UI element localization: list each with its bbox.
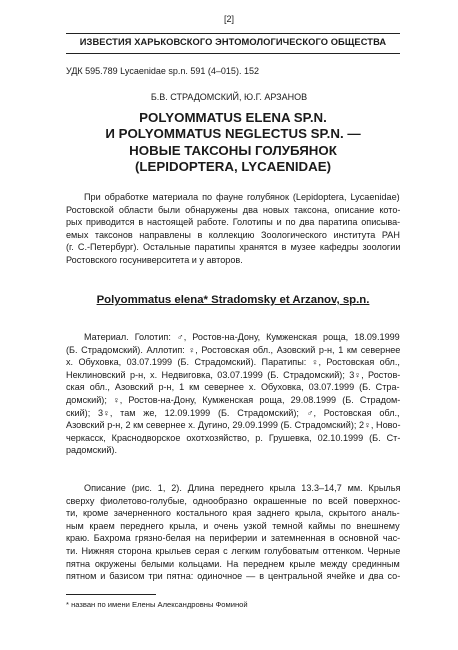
material-line: Неклиновский р-н, х. Недвиговка, 03.07.1999 (Б. Страдомский); 3♀, Ростов- [66,369,401,380]
header-rule-top [66,33,400,34]
description-line: пятном и базисом три пятна: одиночное — в центральной ячейке и два со- [66,571,401,582]
title-line: POLYOMMATUS ELENA SP.N. [139,110,327,125]
description-line: ти. Нижняя сторона крыльев серая с легким голубоватым оттенком. Черные [66,545,401,556]
abstract-line: Ростовской области были обнаружены два новых таксона, описание кото- [66,204,401,215]
udk-code: УДК 595.789 Lycaenidae sp.n. 591 (4–015). 152 [66,66,259,76]
material-line: Азовский р-н, 2 км севернее х. Дугино, 29.09.1999 (Б. Страдомский); 2♀, Ново- [66,420,401,431]
abstract-line: Ростовского госуниверситета и у авторов. [66,254,243,265]
section-title: Polyommatus elena* Stradomsky et Arzanov, sp.n. [96,294,370,306]
page-number: [2] [223,14,234,24]
title-line: И POLYOMMATUS NEGLECTUS SP.N. — [105,126,361,142]
description-line: сверху фиолетово-голубые, однообразно окрашенные по всей поверхнос- [66,495,401,506]
title-line: (LEPIDOPTERA, LYCAENIDAE) [134,158,332,174]
header-rule-bottom [66,53,400,54]
abstract-line: рых приводится в настоящей работе. Голотипы и по два паратипа описыва- [66,217,401,228]
journal-title: ИЗВЕСТИЯ ХАРЬКОВСКОГО ЭНТОМОЛОГИЧЕСКОГО ОБЩЕСТВА [79,37,387,47]
authors: Б.В. СТРАДОМСКИЙ, Ю.Г. АРЗАНОВ [150,92,308,102]
description-line: пятна окружены белыми кольцами. На переднем крыле между срединным [66,558,400,569]
material-line: х. Обуховка, 03.07.1999 (Б. Страдомский). Паратипы: ♀, Ростовская обл., [66,357,400,368]
material-paragraph [66,331,400,457]
abstract [66,191,400,267]
description-paragraph [66,482,400,583]
abstract-line: (г. С.-Петербург). Остальные паратипы хранятся в музее кафедры зоологии [66,242,401,253]
title-line: НОВЫЕ ТАКСОНЫ ГОЛУБЯНОК [129,142,337,158]
description-line: ти, кроме зачерненного костального края заднего крыла, скрытого аналь- [66,508,400,519]
material-line: ская обл., Азовский р-н, 1 км севернее х. Обуховка, 03.07.1999 (Б. Стра- [66,382,400,393]
footnote-rule [66,594,156,595]
material-line: домский); ♀, Ростов-на-Дону, Кумженская роща, 29.08.1999 (Б. Страдом- [66,394,401,405]
material-line: (Б. Страдомский). Аллотип: ♀, Ростовская обл., Азовский р-н, 1 км севернее [66,344,401,355]
material-line: радомский). [66,445,117,456]
description-line: краю. Бахрома грязно-белая на периферии и затемненная в основной час- [66,533,401,544]
material-line: черкасск, Краснодворское охотхозяйство, р. Грушевка, 02.10.1999 (Б. Ст- [66,432,401,443]
abstract-line: При обработке материала по фауне голубянок (Lepidoptera, Lycaenidae) [84,192,400,202]
material-line: Материал. Голотип: ♂, Ростов-на-Дону, Кумженская роща, 18.09.1999 [84,332,400,342]
footnote: * назван по имени Елены Александровны Фоминой [66,600,248,609]
article-title [66,110,400,175]
description-line: ным краем переднего крыла, и очень узкой темной каймы по внешнему [66,520,400,531]
description-line: Описание (рис. 1, 2). Длина переднего крыла 13.3–14,7 мм. Крылья [84,483,401,493]
material-line: ский); 3♀, там же, 12.09.1999 (Б. Страдомский); ♂, Ростовская обл., [66,407,400,418]
abstract-line: емых таксонов направлены в коллекцию Зоологического института РАН [66,229,400,240]
